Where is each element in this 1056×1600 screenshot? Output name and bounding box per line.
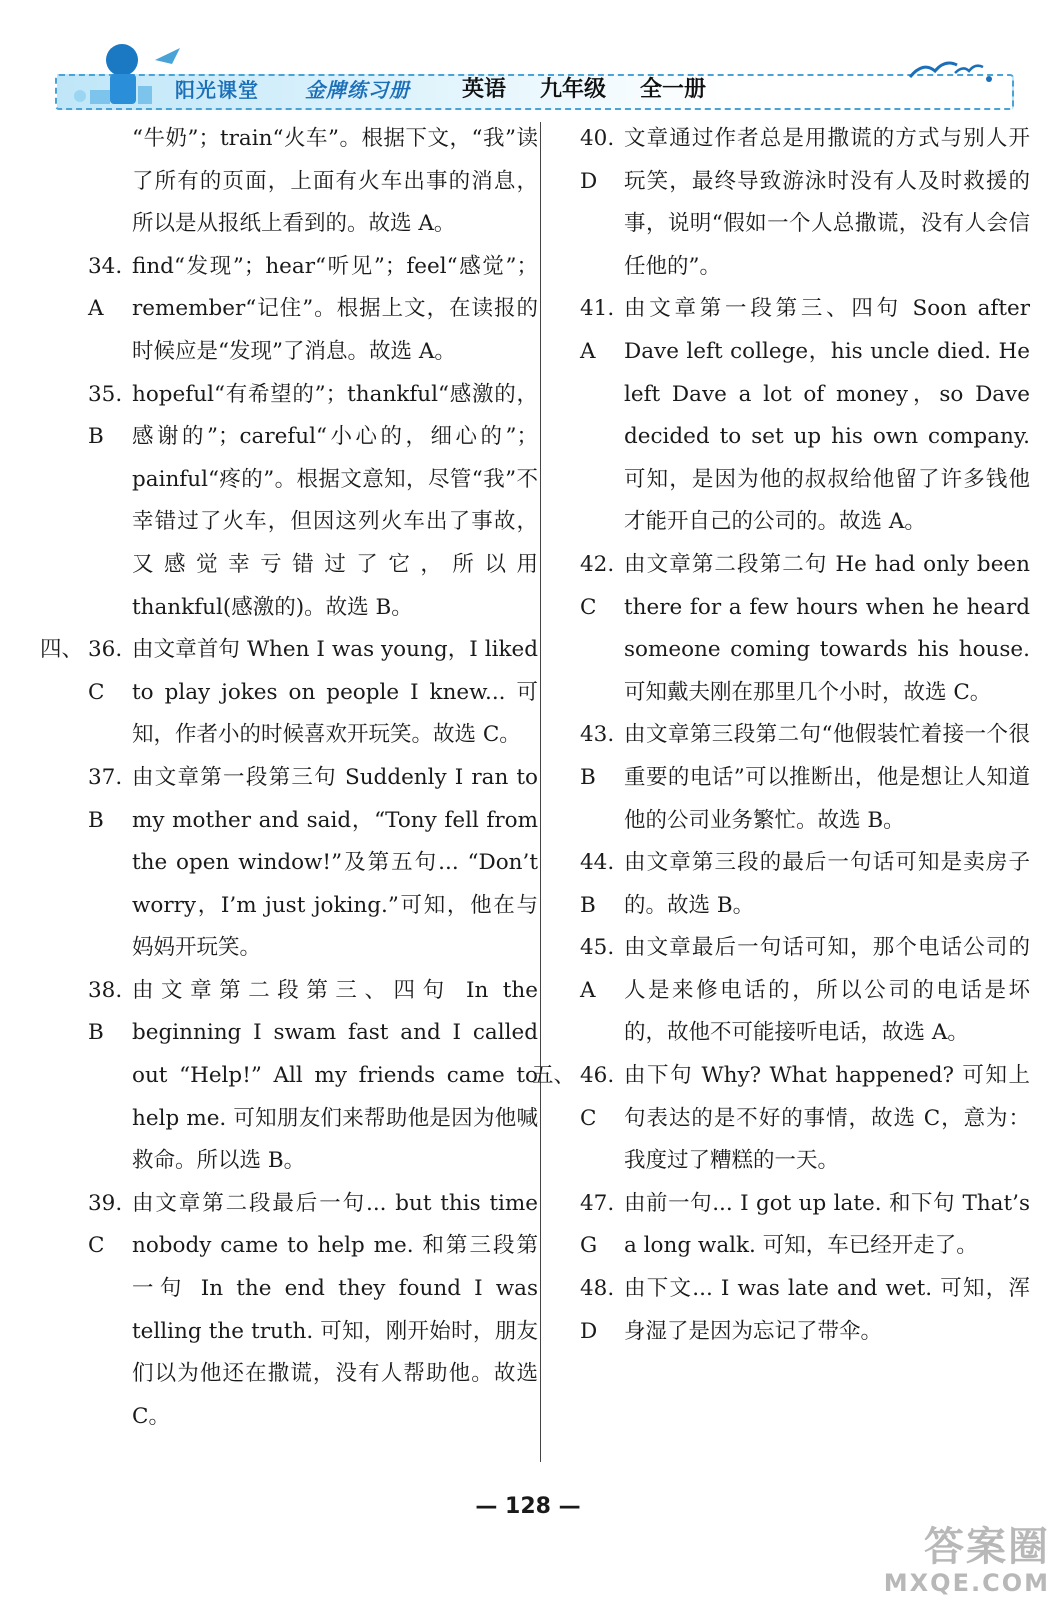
answer-text: 由文章第二段最后一句... but this time nobody came to help me. 和第三段第一句 In the end they found I was telling the truth. 可知，刚开始时，朋友们以为他还在撒谎，没有人帮助他。故选 C。 [132, 1190, 538, 1429]
answer-number: 47. G [580, 1190, 615, 1259]
answer-item-34 [88, 246, 538, 374]
answer-item-38 [88, 970, 538, 1183]
answer-number: 44. B [580, 850, 615, 918]
answer-text: 由文章第一段第三句 Suddenly I ran to my mother and said，“Tony fell from the open window!”及第五句... “Don’t worry，I’m just joking.”可知，他在与妈妈开玩笑。 [132, 764, 538, 961]
answer-item-44 [580, 842, 1030, 927]
column-divider [540, 122, 541, 1462]
answer-text: 由文章第一段第三、四句 Soon after Dave left college，his uncle died. He left Dave a lot of money，so Dave decided to set up his own company. 可知，是因为他的叔叔给他留了许多钱他才能开自己的公司的。故选 A。 [624, 296, 1030, 535]
section-marker: 五、 [532, 1063, 576, 1089]
answer-text: hopeful“有希望的”；thankful“感激的，感谢的”；careful“小心的，细心的”；painful“疼的”。根据文意知，尽管“我”不幸错过了火车，但因这列火车出了事故，又感觉幸亏错过了它，所以用 thankful(感激的)。故选 B。 [132, 381, 538, 620]
answer-item-46 [532, 1055, 1030, 1183]
answer-item-37 [88, 757, 538, 970]
answer-item-35 [88, 374, 538, 630]
answer-number: 42. C [580, 551, 615, 620]
brand-name: 阳光课堂 [175, 78, 259, 102]
answer-item-45 [580, 927, 1030, 1055]
page-header [0, 0, 1056, 118]
watermark-url: MXQE.COM [883, 1569, 1050, 1597]
answer-text: “牛奶”；train“火车”。根据下文，“我”读了所有的页面，上面有火车出事的消息，所以是从报纸上看到的。故选 A。 [132, 126, 538, 237]
answer-text: 由下文... I was late and wet. 可知，浑身湿了是因为忘记了带伞。 [624, 1276, 1030, 1344]
section-marker: 四、 [40, 637, 84, 663]
answer-text: 由文章第二段第二句 He had only been there for a few hours when he heard someone coming towards his house. 可知戴夫刚在那里几个小时，故选 C。 [624, 551, 1030, 705]
answer-text: 由文章第三段第二句“他假装忙着接一个很重要的电话”可以推断出，他是想让人知道他的公司业务繁忙。故选 B。 [624, 722, 1030, 833]
grade-label: 九年级 [540, 77, 607, 102]
answer-number: 41. A [580, 296, 615, 364]
answer-item-42 [580, 544, 1030, 714]
answer-number: 39. C [88, 1190, 123, 1259]
answer-continuation [88, 118, 538, 246]
answer-text: 由文章第三段的最后一句话可知是卖房子的。故选 B。 [624, 850, 1030, 918]
answer-item-41 [580, 288, 1030, 544]
answer-item-36 [40, 629, 538, 757]
answer-number: 36. C [88, 637, 123, 705]
watermark-logo-text: 答案圈 [924, 1524, 1050, 1570]
answer-text: 由前一句... I got up late. 和下句 That’s a long walk. 可知，车已经开走了。 [624, 1190, 1030, 1259]
answer-item-48 [580, 1268, 1030, 1353]
answer-number: 48. D [580, 1276, 615, 1344]
answer-item-39 [88, 1183, 538, 1439]
page-number: — 128 — [475, 1494, 581, 1519]
answer-number: 35. B [88, 381, 123, 450]
answer-number: 38. B [88, 977, 123, 1046]
answer-item-47 [580, 1183, 1030, 1268]
answer-number: 34. A [88, 253, 123, 322]
answer-text: find“发现”；hear“听见”；feel“感觉”；remember“记住”。根据上文，在读报的时候应是“发现”了消息。故选 A。 [132, 253, 538, 364]
watermark [884, 1524, 1050, 1596]
answer-text: 文章通过作者总是用撒谎的方式与别人开玩笑，最终导致游泳时没有人及时救援的事，说明“假如一个人总撒谎，没有人会信任他的”。 [624, 126, 1030, 279]
answer-number: 43. B [580, 722, 615, 790]
series-name: 金牌练习册 [305, 78, 410, 102]
birds-icon [905, 55, 995, 85]
answer-number: 37. B [88, 764, 123, 833]
answer-text: 由下句 Why? What happened? 可知上句表达的是不好的事情，故选 C，意为：我度过了糟糕的一天。 [624, 1063, 1030, 1174]
subject-label: 英语 [462, 77, 507, 102]
right-column [532, 118, 1030, 1353]
answer-item-40 [580, 118, 1030, 288]
answer-number: 45. A [580, 935, 615, 1003]
left-column [40, 118, 538, 1438]
answer-text: 由文章最后一句话可知，那个电话公司的人是来修电话的，所以公司的电话是坏的，故他不可能接听电话，故选 A。 [624, 935, 1030, 1046]
answer-number: 46. C [580, 1063, 615, 1131]
answer-text: 由文章第二段第三、四句 In the beginning I swam fast and I called out “Help!” All my friends came to help me. 可知朋友们来帮助他是因为他喊救命。所以选 B。 [132, 977, 538, 1174]
answer-number: 40. D [580, 126, 615, 194]
answer-item-43 [580, 714, 1030, 842]
volume-label: 全一册 [640, 77, 707, 102]
answer-text: 由文章首句 When I was young，I liked to play jokes on people I knew... 可知，作者小的时候喜欢开玩笑。故选 C。 [132, 637, 538, 748]
